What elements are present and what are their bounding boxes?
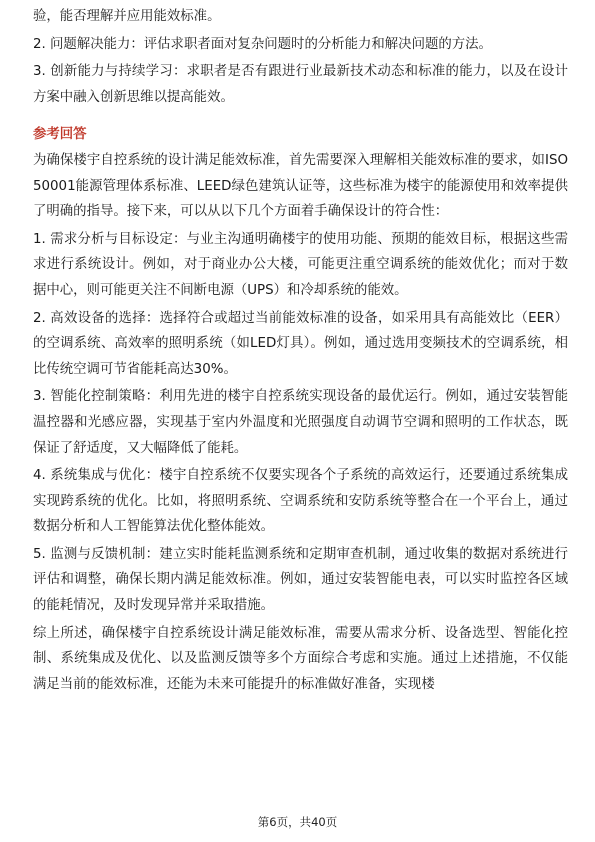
point-4: 4. 系统集成与优化：楼宇自控系统不仅要实现各个子系统的高效运行，还要通过系统集成实现跨系统的优化。比如，将照明系统、空调系统和安防系统等整合在一个平台上，通过数据分析和人工智能算法优化整体能效。 bbox=[33, 468, 568, 535]
page-footer: 第6页，共40页 bbox=[257, 815, 338, 829]
document-page bbox=[33, 0, 568, 697]
point-3: 3. 智能化控制策略：利用先进的楼宇自控系统实现设备的最优运行。例如，通过安装智能温控器和光感应器，实现基于室内外温度和光照强度自动调节空调和照明的工作状态，既保证了舒适度，又大幅降低了能耗。 bbox=[33, 389, 568, 456]
summary-paragraph: 综上所述，确保楼宇自控系统设计满足能效标准，需要从需求分析、设备选型、智能化控制、系统集成及优化、以及监测反馈等多个方面综合考虑和实施。通过上述措施，不仅能满足当前的能效标准，还能为未来可能提升的标准做好准备，实现楼 bbox=[33, 625, 568, 692]
answer-heading: 参考回答 bbox=[33, 127, 87, 143]
point-2: 2. 高效设备的选择：选择符合或超过当前能效标准的设备，如采用具有高能效比（EER）的空调系统、高效率的照明系统（如LED灯具）。例如，通过选用变频技术的空调系统，相比传统空调可节省能耗高达30%。 bbox=[33, 310, 568, 377]
criterion-3: 3. 创新能力与持续学习：求职者是否有跟进行业最新技术动态和标准的能力，以及在设计方案中融入创新思维以提高能效。 bbox=[33, 64, 568, 105]
point-5: 5. 监测与反馈机制：建立实时能耗监测系统和定期审查机制，通过收集的数据对系统进行评估和调整，确保长期内满足能效标准。例如，通过安装智能电表，可以实时监控各区域的能耗情况，及时发现异常并采取措施。 bbox=[33, 546, 568, 614]
criterion-2: 2. 问题解决能力：评估求职者面对复杂问题时的分析能力和解决问题的方法。 bbox=[33, 36, 492, 52]
answer-intro: 为确保楼宇自控系统的设计满足能效标准，首先需要深入理解相关能效标准的要求，如ISO 50001能源管理体系标准、LEED绿色建筑认证等，这些标准为楼宇的能源使用和效率提供了明确的指导。接下来，可以从以下几个方面着手确保设计的符合性： bbox=[33, 152, 568, 220]
intro-tail: 验，能否理解并应用能效标准。 bbox=[33, 9, 221, 24]
point-1: 1. 需求分析与目标设定：与业主沟通明确楼宇的使用功能、预期的能效目标，根据这些需求进行系统设计。例如，对于商业办公大楼，可能更注重空调系统的能效优化；而对于数据中心，则可能更关注不间断电源（UPS）和冷却系统的能效。 bbox=[33, 231, 568, 298]
